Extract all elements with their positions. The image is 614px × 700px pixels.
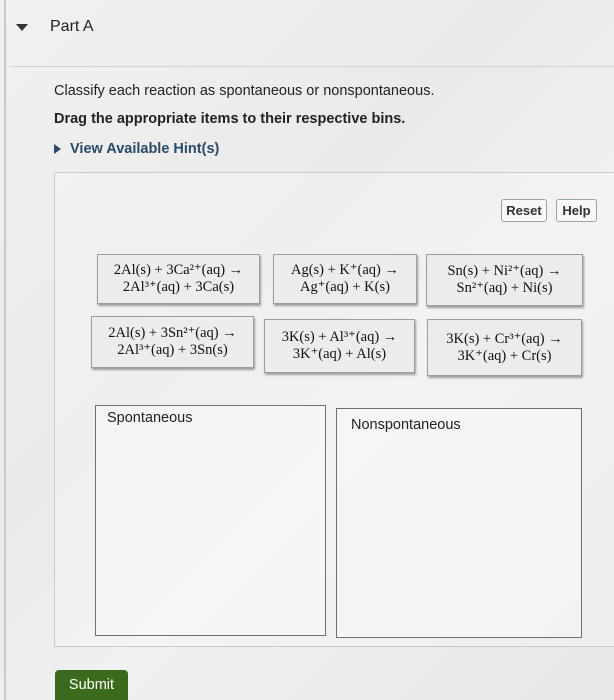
reaction-products: 2Al³⁺(aq) + 3Sn(s) bbox=[117, 342, 228, 358]
reaction-tile[interactable] bbox=[426, 254, 583, 306]
reaction-products: Ag⁺(aq) + K(s) bbox=[300, 279, 390, 295]
reaction-tile[interactable] bbox=[273, 254, 417, 304]
left-border-line bbox=[4, 0, 6, 700]
reaction-reactants: 2Al(s) + 3Sn²⁺(aq) → bbox=[108, 325, 237, 341]
reaction-reactants: 3K(s) + Al³⁺(aq) → bbox=[281, 329, 398, 345]
part-header[interactable] bbox=[16, 18, 94, 36]
expand-caret-icon bbox=[54, 144, 61, 154]
reaction-tile[interactable] bbox=[427, 319, 582, 376]
bin-label: Nonspontaneous bbox=[351, 417, 461, 433]
reset-button[interactable]: Reset bbox=[501, 199, 547, 222]
reaction-reactants: Ag(s) + K⁺(aq) → bbox=[290, 262, 400, 278]
reaction-tile[interactable] bbox=[264, 319, 415, 373]
hint-link-label: View Available Hint(s) bbox=[70, 141, 220, 157]
reaction-products: 3K⁺(aq) + Cr(s) bbox=[457, 347, 552, 364]
reaction-tile[interactable] bbox=[97, 254, 260, 304]
reaction-products: 3K⁺(aq) + Al(s) bbox=[292, 346, 387, 362]
reaction-products: 2Al³⁺(aq) + 3Ca(s) bbox=[122, 279, 235, 295]
nonspontaneous-bin[interactable] bbox=[336, 408, 582, 638]
collapse-caret-icon[interactable] bbox=[16, 24, 28, 31]
reaction-reactants: Sn(s) + Ni²⁺(aq) → bbox=[447, 263, 562, 279]
bin-label: Spontaneous bbox=[107, 410, 193, 426]
reaction-products: Sn²⁺(aq) + Ni(s) bbox=[456, 280, 553, 296]
drag-instruction-text: Drag the appropriate items to their respective bins. bbox=[54, 111, 406, 127]
header-divider bbox=[10, 66, 614, 67]
help-button[interactable]: Help bbox=[556, 199, 597, 222]
view-hints-link[interactable] bbox=[54, 141, 219, 157]
reaction-reactants: 2Al(s) + 3Ca²⁺(aq) → bbox=[113, 262, 244, 278]
instruction-text: Classify each reaction as spontaneous or nonspontaneous. bbox=[54, 83, 435, 99]
part-title: Part A bbox=[50, 18, 94, 35]
submit-button[interactable]: Submit bbox=[55, 670, 128, 700]
reaction-tile[interactable] bbox=[91, 316, 254, 368]
spontaneous-bin[interactable] bbox=[95, 405, 326, 636]
reaction-reactants: 3K(s) + Cr³⁺(aq) → bbox=[446, 330, 563, 347]
